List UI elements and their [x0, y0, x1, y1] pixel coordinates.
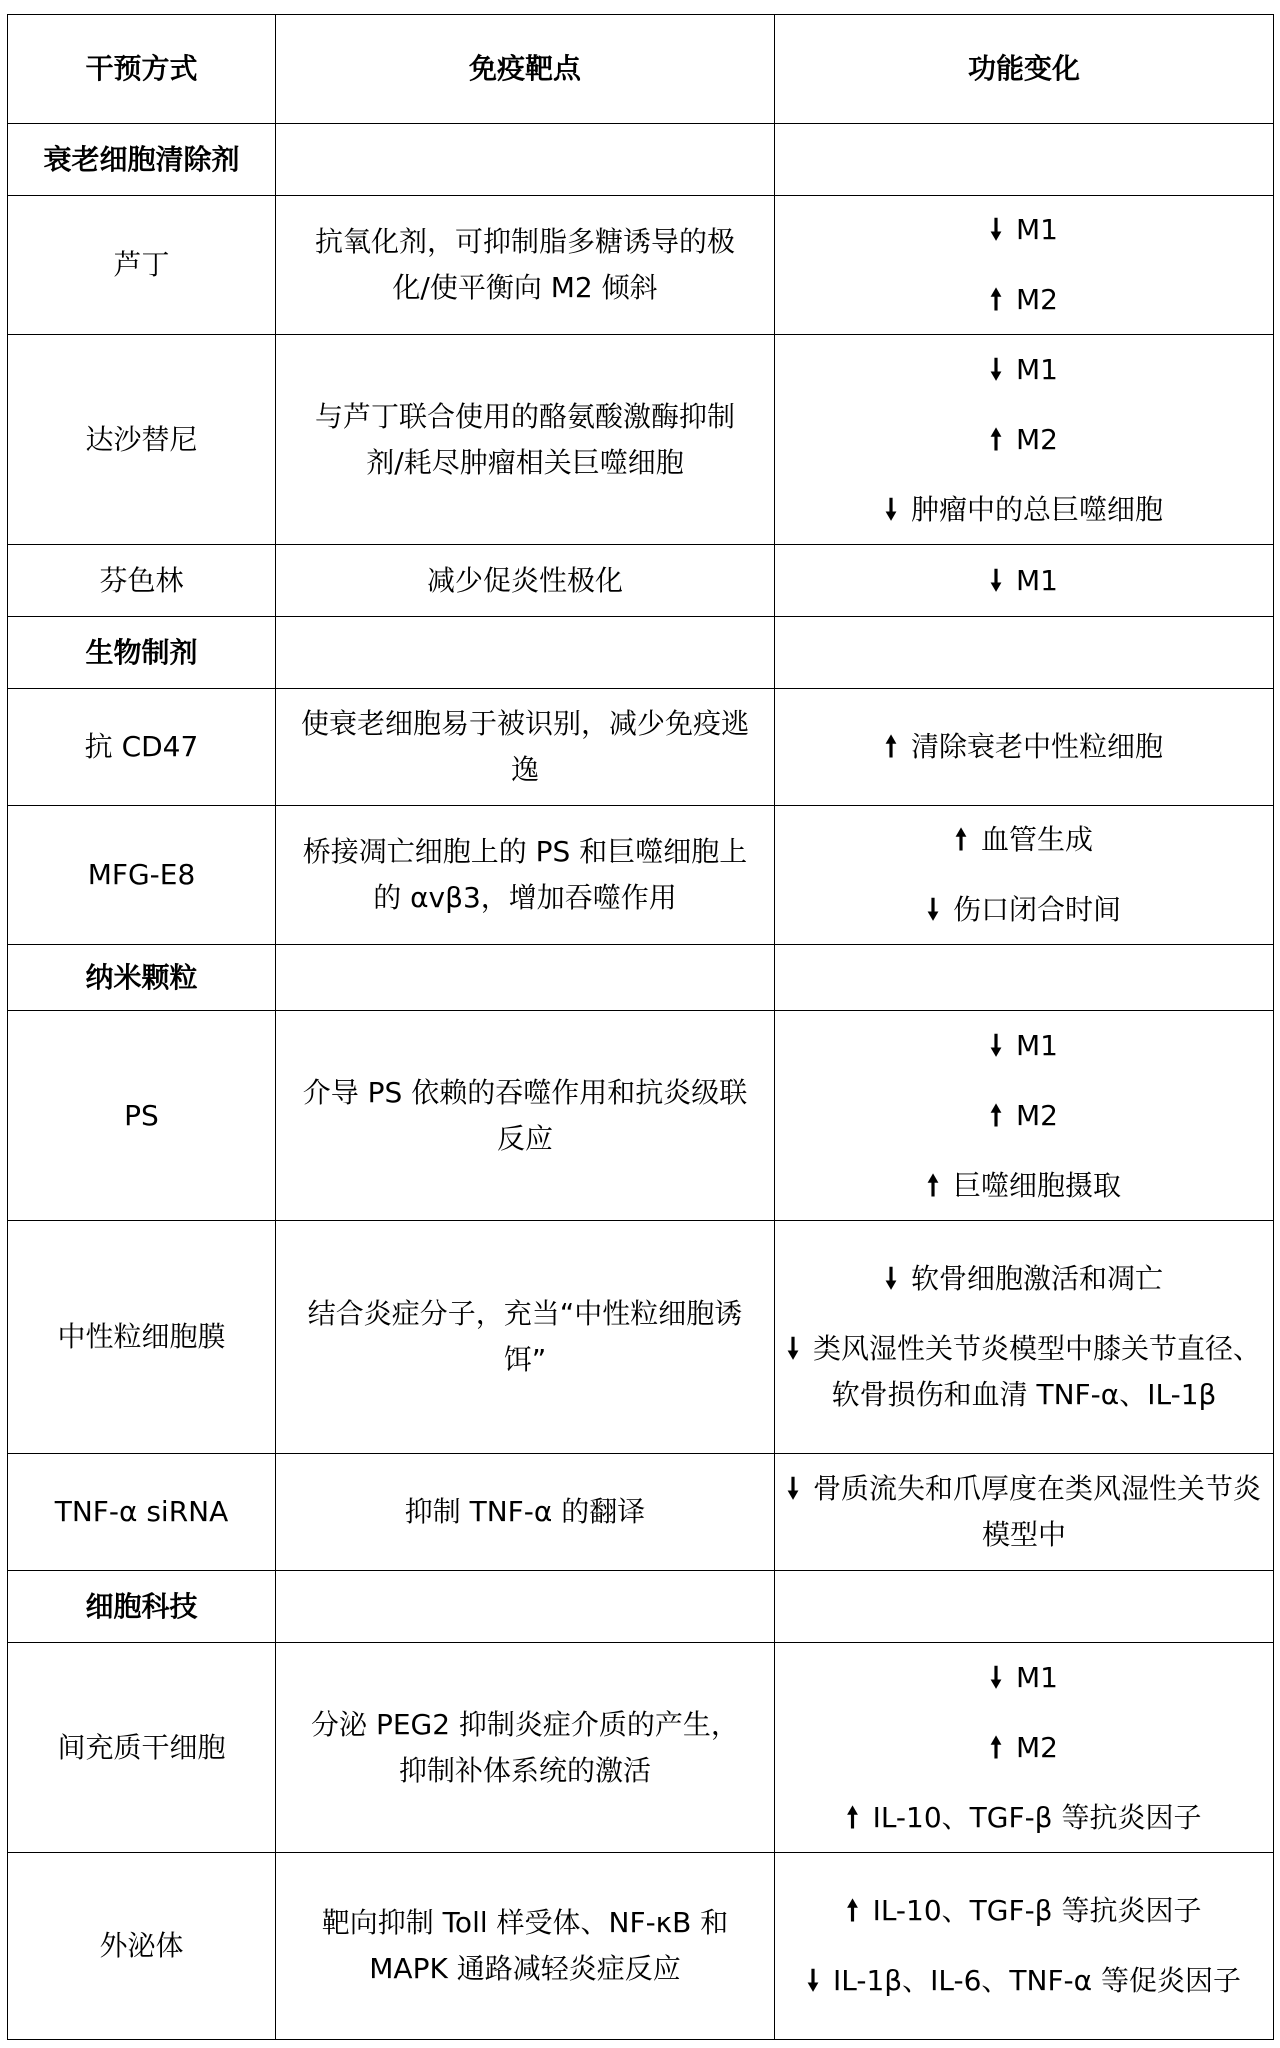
empty-cell [276, 617, 775, 689]
function-change-text: 血管生成 [981, 823, 1094, 856]
table-row [8, 1221, 1274, 1454]
table-row [8, 196, 1274, 335]
arrow-up-icon: 🠕 [884, 730, 897, 763]
function-change-text: 清除衰老中性粒细胞 [911, 730, 1164, 763]
section-row [8, 945, 1274, 1011]
table-row [8, 689, 1274, 806]
header-function: 功能变化 [775, 15, 1274, 124]
arrow-up-icon: 🠕 [990, 1098, 1003, 1132]
method-text: PS [124, 1098, 159, 1132]
arrow-down-icon: 🠗 [786, 1332, 799, 1365]
target-text: 靶向抑制 Toll 样受体、NF-κB 和 MAPK 通路减轻炎症反应 [321, 1906, 729, 1985]
section-label: 生物制剂 [8, 617, 276, 689]
method-cell [8, 1454, 276, 1571]
function-change [775, 887, 1273, 933]
empty-cell [775, 124, 1274, 196]
method-text: MFG-E8 [87, 858, 196, 891]
method-text: 芬色林 [99, 563, 184, 597]
arrow-down-icon: 🠗 [884, 1262, 897, 1295]
function-change [775, 724, 1273, 770]
function-change [775, 1795, 1273, 1841]
function-cell [775, 1454, 1274, 1571]
method-text: 达沙替尼 [85, 422, 198, 456]
table-body [8, 124, 1274, 2040]
function-cell [775, 545, 1274, 617]
target-cell [276, 545, 775, 617]
empty-cell [775, 617, 1274, 689]
method-cell [8, 335, 276, 545]
empty-cell [775, 945, 1274, 1011]
target-text: 减少促炎性极化 [426, 563, 623, 597]
function-change-text: M1 [1016, 1028, 1058, 1062]
function-change-text: 骨质流失和爪厚度在类风湿性关节炎模型中 [813, 1472, 1262, 1551]
target-cell [276, 1853, 775, 2040]
method-cell [8, 1643, 276, 1853]
function-change-text: M1 [1016, 1660, 1058, 1694]
method-cell [8, 545, 276, 617]
function-change [775, 1466, 1273, 1558]
function-cell [775, 1853, 1274, 2040]
target-cell [276, 1643, 775, 1853]
target-cell [276, 335, 775, 545]
target-cell [276, 689, 775, 806]
arrow-down-icon: 🠗 [990, 352, 1003, 386]
target-cell [276, 1454, 775, 1571]
function-change [775, 1256, 1273, 1302]
method-text: 外泌体 [99, 1929, 184, 1962]
table-header [8, 15, 1274, 124]
function-change [775, 277, 1273, 323]
intervention-table [7, 14, 1274, 2040]
function-cell [775, 1643, 1274, 1853]
header-method: 干预方式 [8, 15, 276, 124]
function-cell [775, 806, 1274, 945]
function-change [775, 1725, 1273, 1771]
method-cell [8, 806, 276, 945]
target-text: 使衰老细胞易于被识别，减少免疫逃逸 [300, 707, 749, 786]
header-target: 免疫靶点 [276, 15, 775, 124]
function-change-text: IL-1β、IL-6、TNF-α 等促炎因子 [832, 1964, 1242, 1997]
section-label: 细胞科技 [8, 1571, 276, 1643]
function-cell [775, 335, 1274, 545]
function-change-text: IL-10、TGF-β 等抗炎因子 [872, 1800, 1202, 1834]
table-row [8, 1011, 1274, 1221]
function-change-text: 巨噬细胞摄取 [953, 1168, 1122, 1202]
arrow-up-icon: 🠕 [954, 823, 967, 856]
target-cell [276, 1221, 775, 1454]
arrow-up-icon: 🠕 [990, 1730, 1003, 1764]
method-text: 间充质干细胞 [57, 1730, 226, 1764]
target-text: 与芦丁联合使用的酪氨酸激酶抑制剂/耗尽肿瘤相关巨噬细胞 [314, 399, 735, 479]
function-change [775, 1888, 1273, 1934]
function-change [775, 1093, 1273, 1139]
method-cell [8, 1221, 276, 1454]
method-cell [8, 1853, 276, 2040]
section-label: 衰老细胞清除剂 [8, 124, 276, 196]
empty-cell [276, 1571, 775, 1643]
target-cell [276, 806, 775, 945]
table-row [8, 1454, 1274, 1571]
arrow-down-icon: 🠗 [806, 1964, 819, 1997]
section-row [8, 124, 1274, 196]
table-row [8, 806, 1274, 945]
function-change-text: M1 [1016, 352, 1058, 386]
function-change-text: 软骨细胞激活和凋亡 [911, 1262, 1164, 1295]
function-cell [775, 689, 1274, 806]
arrow-up-icon: 🠕 [990, 422, 1003, 456]
empty-cell [775, 1571, 1274, 1643]
function-change [775, 817, 1273, 863]
arrow-down-icon: 🠗 [990, 1660, 1003, 1694]
target-text: 抗氧化剂，可抑制脂多糖诱导的极化/使平衡向 M2 倾斜 [314, 225, 735, 304]
method-text: 芦丁 [113, 248, 170, 281]
function-change-text: 类风湿性关节炎模型中膝关节直径、软骨损伤和血清 TNF-α、IL-1β [813, 1332, 1262, 1411]
method-text: 抗 CD47 [84, 730, 199, 763]
method-cell [8, 1011, 276, 1221]
arrow-down-icon: 🠗 [926, 893, 939, 926]
method-cell [8, 196, 276, 335]
function-change [775, 207, 1273, 253]
method-cell [8, 689, 276, 806]
function-change-text: M1 [1016, 563, 1058, 597]
target-text: 介导 PS 依赖的吞噬作用和抗炎级联反应 [302, 1075, 748, 1155]
function-change [775, 1655, 1273, 1701]
arrow-down-icon: 🠗 [884, 492, 897, 526]
target-text: 分泌 PEG2 抑制炎症介质的产生，抑制补体系统的激活 [311, 1707, 739, 1787]
function-change-text: M2 [1016, 422, 1058, 456]
function-change-text: M2 [1016, 1730, 1058, 1764]
function-change [775, 1163, 1273, 1209]
arrow-up-icon: 🠕 [846, 1894, 859, 1927]
method-text: TNF-α siRNA [54, 1495, 229, 1528]
section-label: 纳米颗粒 [8, 945, 276, 1011]
empty-cell [276, 124, 775, 196]
section-row [8, 617, 1274, 689]
target-text: 抑制 TNF-α 的翻译 [404, 1495, 646, 1528]
function-cell [775, 196, 1274, 335]
arrow-up-icon: 🠕 [990, 283, 1003, 316]
empty-cell [276, 945, 775, 1011]
function-change-text: 肿瘤中的总巨噬细胞 [911, 492, 1164, 526]
function-cell [775, 1011, 1274, 1221]
function-change-text: M2 [1016, 283, 1058, 316]
target-cell [276, 196, 775, 335]
arrow-down-icon: 🠗 [990, 563, 1003, 597]
target-text: 结合炎症分子，充当“中性粒细胞诱饵” [307, 1297, 743, 1376]
function-change [775, 1958, 1273, 2004]
function-change-text: 伤口闭合时间 [953, 893, 1122, 926]
function-change-text: IL-10、TGF-β 等抗炎因子 [872, 1894, 1202, 1927]
table-row [8, 1643, 1274, 1853]
function-change-text: M1 [1016, 213, 1058, 246]
target-cell [276, 1011, 775, 1221]
function-change [775, 558, 1273, 604]
function-change [775, 487, 1273, 533]
arrow-down-icon: 🠗 [990, 1028, 1003, 1062]
method-text: 中性粒细胞膜 [57, 1320, 226, 1353]
table-row [8, 1853, 1274, 2040]
table-row [8, 335, 1274, 545]
function-change [775, 1023, 1273, 1069]
section-row [8, 1571, 1274, 1643]
target-text: 桥接凋亡细胞上的 PS 和巨噬细胞上的 αvβ3，增加吞噬作用 [302, 835, 748, 914]
function-change [775, 417, 1273, 463]
function-cell [775, 1221, 1274, 1454]
header-row [8, 15, 1274, 124]
function-change [775, 347, 1273, 393]
arrow-down-icon: 🠗 [990, 213, 1003, 246]
function-change-text: M2 [1016, 1098, 1058, 1132]
table-row [8, 545, 1274, 617]
arrow-up-icon: 🠕 [846, 1800, 859, 1834]
function-change [775, 1326, 1273, 1418]
arrow-up-icon: 🠕 [926, 1168, 939, 1202]
arrow-down-icon: 🠗 [786, 1472, 799, 1505]
